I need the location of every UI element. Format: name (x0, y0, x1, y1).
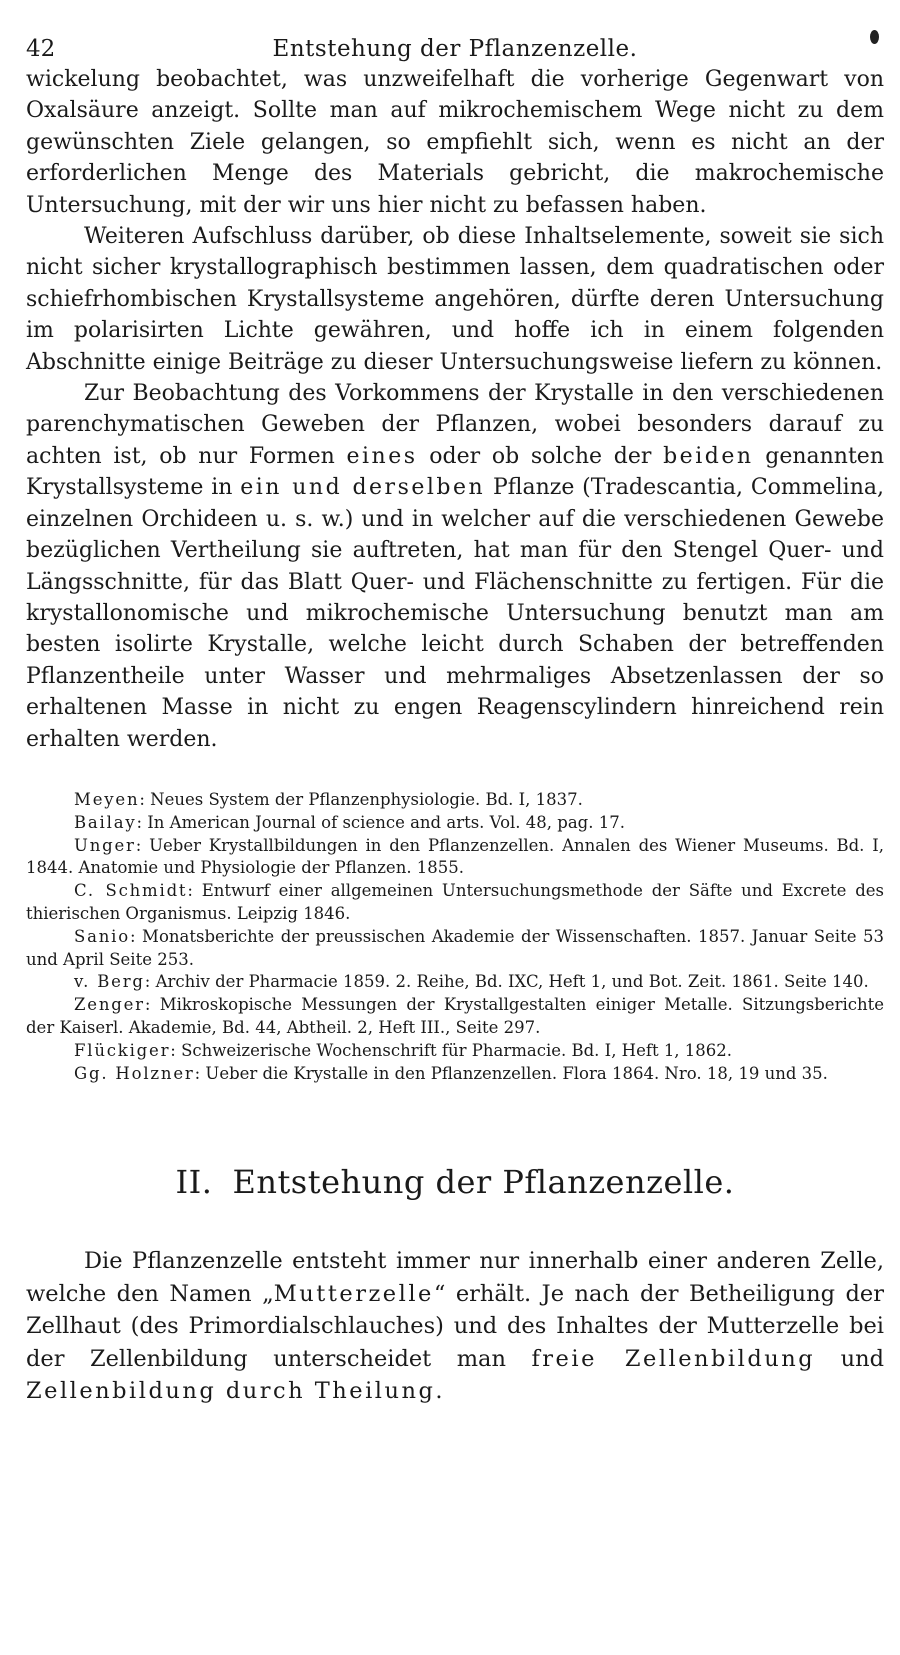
text-run: Zur Beobachtung des Vorkommens der Krystalle in den verschiedenen parenchymatischen Geweben der Pflanzen, wobei besonders darauf zu achten ist, ob nur Formen (26, 381, 884, 469)
text-run: “ erhält. Je nach der Betheiligung der Zellhaut (des Primordialschlauches) und des Inhaltes der Mutterzelle bei der Zellenbildung unterscheidet man (26, 1280, 884, 1372)
reference-entry (26, 1040, 884, 1063)
spaced-emphasis: beiden (663, 443, 754, 469)
reference-entry (26, 880, 884, 926)
reference-author: Gg. Holzner (74, 1063, 195, 1083)
reference-entry (26, 994, 884, 1040)
text-run: oder ob solche der (417, 443, 664, 469)
reference-author: Sanio (74, 926, 130, 946)
reference-author: Bailay (74, 812, 137, 832)
section-number: II. (175, 1163, 213, 1202)
reference-list (26, 789, 884, 1085)
section-heading (26, 1163, 884, 1201)
text-run: wickelung beobachtet, was unzweifelhaft die vorherige Gegenwart von Oxalsäure anzeigt. Sollte man auf mikrochemischem Wege nicht zu dem gewünschten Ziele gelangen, so empfiehlt sich, wenn es nicht an der erforderlichen Menge des Materials gebricht, die makrochemische Untersuchung, mit der wir uns hier nicht zu befassen haben. (26, 67, 884, 218)
text-run: Pflanze (Tradescantia, Commelina, einzelnen Orchideen u. s. w.) und in welcher auf die verschiedenen Gewebe bezüglichen Vertheilung sie auftreten, hat man für den Stengel Quer- und Längsschnitte, für das Blatt Quer- und Flächenschnitte zu fertigen. Für die krystallonomische und mikrochemische Untersuchung benutzt man am besten isolirte Krystalle, welche leicht durch Schaben der betreffenden Pflanzentheile unter Wasser und mehrmaliges Absetzenlassen der so erhaltenen Masse in nicht zu engen Reagenscylindern hinreichend rein erhalten werden. (26, 475, 884, 752)
reference-author: Unger (74, 835, 136, 855)
reference-text: : Entwurf einer allgemeinen Untersuchungsmethode der Säfte und Excrete des thierischen Organismus. Leipzig 1846. (26, 881, 884, 923)
paragraph-1 (26, 64, 884, 221)
paragraph-3 (26, 378, 884, 755)
reference-entry (26, 789, 884, 812)
reference-text: : Ueber die Krystalle in den Pflanzenzellen. Flora 1864. Nro. 18, 19 und 35. (194, 1063, 828, 1083)
reference-entry (26, 971, 884, 994)
text-run: und (815, 1345, 885, 1372)
reference-text: : Schweizerische Wochenschrift für Pharmacie. Bd. I, Heft 1, 1862. (170, 1040, 733, 1060)
reference-text: : Ueber Krystallbildungen in den Pflanzenzellen. Annalen des Wiener Museums. Bd. I, 1844. Anatomie und Physiologie der Pflanzen. 1855. (26, 835, 884, 878)
reference-text: : In American Journal of science and arts. Vol. 48, pag. 17. (136, 812, 625, 832)
spaced-emphasis: ein und derselben (240, 475, 486, 501)
reference-author: Flückiger (74, 1040, 171, 1060)
reference-text: : Archiv der Pharmacie 1859. 2. Reihe, Bd. IXC, Heft 1, und Bot. Zeit. 1861. Seite 140. (144, 972, 869, 992)
running-title: Entstehung der Pflanzenzelle. (272, 36, 638, 62)
text-run: . (435, 1378, 443, 1405)
reference-entry (26, 926, 884, 972)
spaced-emphasis: Mutterzelle (273, 1280, 434, 1307)
reference-author: v. Berg (74, 972, 145, 992)
print-speck (870, 30, 879, 44)
text-run: Die Pflanzenzelle entsteht immer nur innerhalb einer anderen Zelle, welche den Namen „ (26, 1248, 884, 1307)
text-run: Weiteren Aufschluss darüber, ob diese Inhaltselemente, soweit sie sich nicht sicher krystallographisch bestimmen lassen, dem quadratischen oder schiefrhombischen Krystallsysteme angehören, dürfte deren Untersuchung im polarisirten Lichte gewähren, und hoffe ich in einem folgenden Abschnitte einige Beiträge zu dieser Untersuchungsweise liefern zu können. (26, 224, 884, 375)
spaced-emphasis: eines (346, 443, 418, 469)
spaced-emphasis: Zellenbildung durch Theilung (26, 1378, 436, 1405)
reference-entry (26, 1063, 884, 1086)
paragraph-2 (26, 221, 884, 378)
spaced-emphasis: freie Zellenbildung (531, 1345, 816, 1372)
reference-entry (26, 835, 884, 881)
reference-author: Meyen (74, 789, 140, 809)
book-page (26, 30, 884, 1408)
section-paragraph (26, 1245, 884, 1408)
reference-text: : Mikroskopische Messungen der Krystallgestalten einiger Metalle. Sitzungsberichte der Kaiserl. Akademie, Bd. 44, Abtheil. 2, Heft III., Seite 297. (26, 995, 884, 1037)
reference-entry (26, 812, 884, 835)
running-header (26, 30, 884, 64)
reference-author: Zenger (74, 995, 145, 1015)
body-text (26, 64, 884, 755)
page-number: 42 (26, 36, 56, 62)
reference-text: : Monatsberichte der preussischen Akademie der Wissenschaften. 1857. Januar Seite 53 und April Seite 253. (26, 926, 884, 969)
reference-author: C. Schmidt (74, 881, 188, 901)
reference-text: : Neues System der Pflanzenphysiologie. Bd. I, 1837. (139, 789, 583, 809)
section-title: Entstehung der Pflanzenzelle. (232, 1163, 735, 1202)
text-run: genannten Krystallsysteme in (26, 443, 884, 501)
